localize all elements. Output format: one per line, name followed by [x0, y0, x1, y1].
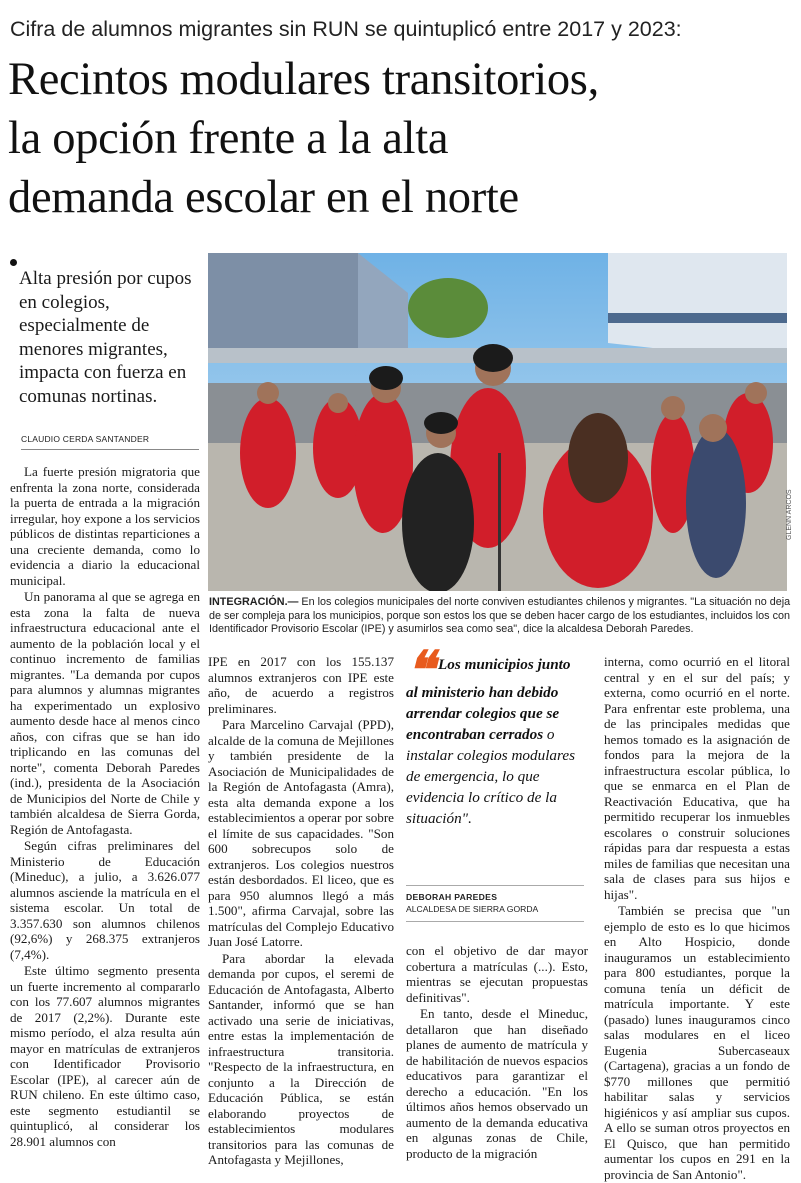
column-4: [604, 654, 790, 1183]
quote-regular: o instalar colegios modulares de emergencia, lo que evidencia lo crítico de la situación".: [406, 726, 576, 827]
byline-divider: [21, 449, 199, 450]
headline-line: la opción frente a la alta: [8, 113, 449, 164]
quote-mark-icon: ❝: [406, 643, 434, 700]
headline: [8, 50, 798, 227]
paragraph: Para abordar la elevada demanda por cupos, el seremi de Educación de Antofagasta, Alberto Santander, informó que se han activado una serie de iniciativas, entre estas la implementación de infraestructura transitoria. "Respecto de la infraestructura, en conjunto a la Dirección de Educación Pública, se están elaborando proyectos de establecimientos modulares transitorios para las comunas de Antofagasta y Mejillones,: [208, 950, 394, 1167]
paragraph: interna, como ocurrió en el litoral central y en el sur del país; y externa, como ocurrió en el norte. Para enfrentar este problema, una de las principales medidas que hemos tomado es la asignación de fondos para la mejora de la infraestructura escolar pública, lo que se enmarca en el Plan de Reactivación Educativa, que ha permitido recuperar los inmuebles escolares o construir soluciones rápidas para dar respuesta a estas miles de familias que necesitan una sala de clases para sus hijos e hijas".: [604, 654, 790, 902]
paragraph: IPE en 2017 con los 155.137 alumnos extranjeros con IPE este año, de acuerdo a registros preliminares.: [208, 654, 394, 716]
paragraph: con el objetivo de dar mayor cobertura a matrículas (...). Esto, mientras se ejecutan propuestas definitivas".: [406, 943, 588, 1005]
students-photo-image: [208, 253, 787, 591]
headline-line: demanda escolar en el norte: [8, 172, 519, 223]
quote-bold: Los municipios junto al ministerio han debido arrendar colegios que se encontraban cerrados: [406, 656, 571, 743]
quote-divider: [406, 885, 584, 886]
column-3: [406, 943, 588, 1162]
quote-author-name: DEBORAH PAREDES: [406, 892, 498, 902]
byline: CLAUDIO CERDA SANTANDER: [21, 434, 150, 444]
column-1: [10, 464, 200, 1150]
column-2: [208, 654, 394, 1169]
caption-label: INTEGRACIÓN.—: [209, 596, 299, 608]
paragraph: También se precisa que "un ejemplo de esto es lo que hicimos en Alto Hospicio, donde inauguramos un establecimiento para 800 estudiantes, porque la comuna tenía un déficit de matrícula importante. Y este (pasado) lunes inauguramos cinco salas modulares en el liceo Eugenia Subercaseaux (Cartagena), gracias a un fondo de $770 millones que permitió habilitar salas y servicios higiénicos y así ampliar sus cupos. A ello se suman otros proyectos en El Quisco, que han permitido aumentar los cupos en 291 en la provincia de San Antonio".: [604, 903, 790, 1182]
paragraph: En tanto, desde el Mineduc, detallaron que han diseñado planes de aumento de matrícula y de habilitación de nuevos espacios educativos para garantizar el derecho a educación. "En los últimos años hemos observado un aumento de la demanda educativa en algunas zonas de Chile, producto de la migración: [406, 1006, 588, 1161]
photo-caption: [209, 596, 791, 637]
quote-divider-bottom: [406, 921, 584, 922]
quote-author-role: ALCALDESA DE SIERRA GORDA: [406, 904, 539, 914]
quote-attribution: [406, 891, 538, 915]
paragraph: Para Marcelino Carvajal (PPD), alcalde de la comuna de Mejillones y también presidente de la Asociación de Municipalidades de la Región de Antofagasta (Amra), esta alta demanda expone a los establecimientos a operar por sobre el límite de sus capacidades. "Son 600 sobrecupos solo de extranjeros. Los colegios nuestros están desbordados. El liceo, que es para 950 alumnos llegó a más 1.500", afirma Carvajal, sobre las matrículas del Complejo Educativo Juan José Latorre.: [208, 717, 394, 949]
pull-quote-text: [406, 643, 584, 829]
caption-text: En los colegios municipales del norte conviven estudiantes chilenos y migrantes. "La situación no deja de ser compleja para los municipios, porque son estos los que se deben hacer cargo de los estudiantes, incluidos los con Identificador Provisorio Escolar (IPE) y asumirlos sea como sea", dice la alcaldesa Deborah Paredes.: [209, 596, 791, 636]
paragraph: Según cifras preliminares del Ministerio de Educación (Mineduc), a julio, a 3.626.077 alumnos asciende la matrícula en el sistema escolar. Un total de 3.357.630 son alumnos chilenos (92,6%) y 268.375 extranjeros (7,4%).: [10, 838, 200, 962]
bullet-icon: [10, 259, 17, 266]
kicker: Cifra de alumnos migrantes sin RUN se quintuplicó entre 2017 y 2023:: [10, 17, 682, 41]
photo: [208, 253, 787, 591]
paragraph: Un panorama al que se agrega en esta zona la falta de nueva infraestructura educacional ante el aumento de la población local y el continuo incremento de familias migrantes. "La demanda por cupos para alumnos y alumnas migrantes ha experimentado un explosivo aumento desde hace al menos cinco años, con cifras que se han ido triplicando en las comunas del norte", comenta Deborah Paredes (ind.), presidenta de la Asociación de Municipios del Norte de Chile y también alcaldesa de Sierra Gorda, Región de Antofagasta.: [10, 589, 200, 837]
photo-credit: GLENN ARCOS: [786, 489, 793, 540]
pull-quote: [406, 643, 584, 829]
headline-line: Recintos modulares transitorios,: [8, 54, 599, 105]
subhead: Alta presión por cupos en colegios, especialmente de menores migrantes, impacta con fuerza en comunas nortinas.: [19, 268, 192, 407]
paragraph: La fuerte presión migratoria que enfrenta la zona norte, considerada la puerta de entrada a la migración irregular, hoy expone a los servicios públicos de distintas reparticiones a una creciente demanda, como lo evidencia a diario la educacional municipal.: [10, 464, 200, 588]
paragraph: Este último segmento presenta un fuerte incremento al compararlo con los 77.607 alumnos migrantes de 2017 (2,2%). Durante este mismo período, el alza resulta aún mayor en matrículas de extranjeros con Identificador Provisorio Escolar (IPE), al carecer aún de RUN chileno. En este último caso, este segmento estudiantil se quintuplicó, al considerar los 28.901 alumnos con: [10, 963, 200, 1149]
